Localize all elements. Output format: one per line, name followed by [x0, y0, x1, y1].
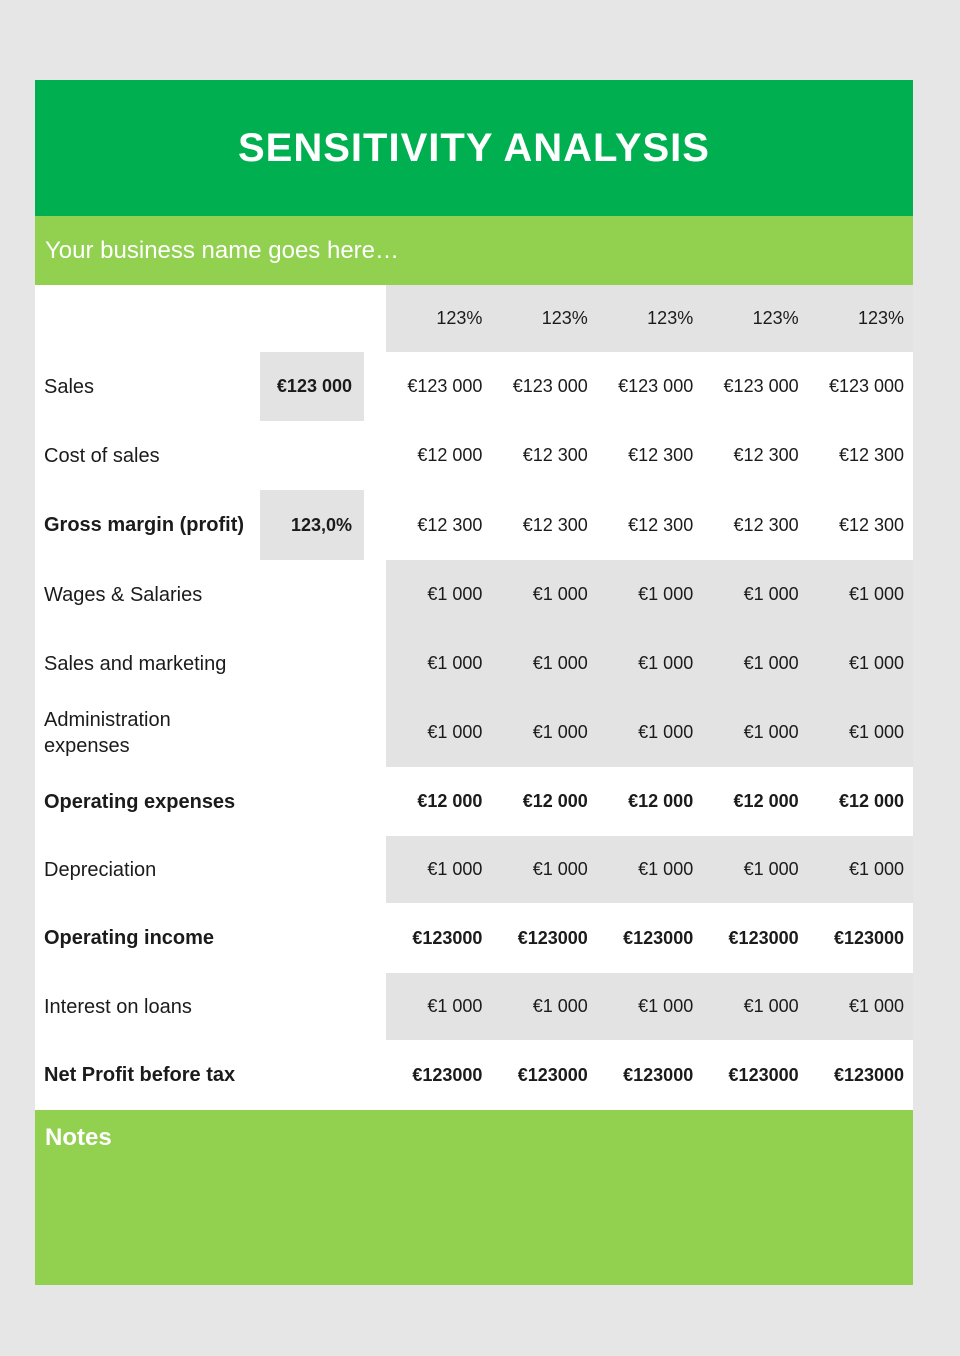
value-cell: €1 000 [848, 653, 905, 673]
row-label: Operating income [44, 927, 215, 949]
value-cell: €1 000 [638, 996, 694, 1016]
data-band [386, 1040, 913, 1110]
row-label-empty [35, 285, 260, 352]
value-cell: €1 000 [427, 722, 483, 742]
value-cell: €123000 [833, 1064, 905, 1085]
value-cell: €123 000 [512, 376, 588, 396]
business-name: Your business name goes here… [45, 236, 399, 264]
notes-label: Notes [45, 1124, 112, 1151]
value-cell: €123000 [517, 927, 588, 948]
table-row-operating-expenses [35, 767, 913, 836]
table-row-operating-income [35, 903, 913, 973]
percent-cell: 123% [647, 308, 694, 328]
value-cell: €123000 [623, 927, 694, 948]
column-gap [364, 490, 386, 560]
row-label: Interest on loans [44, 995, 192, 1018]
value-cell: €12 300 [838, 514, 905, 535]
value-cell: €1 000 [532, 859, 588, 879]
highlight-cell-empty [260, 629, 364, 698]
value-cell: €12 000 [417, 791, 483, 811]
value-cell: €123000 [728, 1064, 799, 1085]
column-gap [364, 421, 386, 490]
highlight-cell: €123 000 [260, 352, 364, 421]
value-cell: €1 000 [743, 653, 799, 673]
value-cell: €123 000 [828, 376, 905, 396]
row-label: Wages & Salaries [44, 583, 203, 606]
value-cell: €1 000 [743, 722, 799, 742]
data-band [386, 973, 913, 1040]
column-gap [364, 629, 386, 698]
value-cell: €1 000 [427, 653, 483, 673]
value-cell: €12 000 [628, 791, 694, 811]
row-label: Operating expenses [44, 790, 236, 813]
row-label: Net Profit before tax [44, 1064, 236, 1086]
notes-band [35, 1110, 913, 1285]
column-gap [364, 352, 386, 421]
highlight-cell-empty [260, 560, 364, 629]
table-row-administration-expenses [35, 698, 913, 767]
value-cell: €1 000 [743, 859, 799, 879]
value-cell: €1 000 [848, 996, 905, 1016]
value-cell: €12 300 [733, 514, 799, 535]
data-band [386, 767, 913, 836]
value-cell: €123000 [623, 1064, 694, 1085]
value-cell: €12 000 [522, 791, 588, 811]
row-label: Cost of sales [44, 444, 160, 467]
percent-cell: 123% [541, 308, 588, 328]
highlight-cell-empty [260, 973, 364, 1040]
column-gap [364, 767, 386, 836]
data-band [386, 421, 913, 490]
percent-cell: 123% [436, 308, 483, 328]
row-label: Gross margin (profit) [44, 514, 245, 536]
value-cell: €12 000 [733, 791, 799, 811]
highlight-cell-empty [260, 698, 364, 767]
data-band [386, 903, 913, 973]
highlight-cell-empty [260, 767, 364, 836]
table-row-sales-marketing [35, 629, 913, 698]
value-cell: €1 000 [638, 584, 694, 604]
column-gap [364, 973, 386, 1040]
value-cell: €1 000 [532, 584, 588, 604]
value-cell: €123000 [412, 1064, 483, 1085]
value-cell: €123000 [728, 927, 799, 948]
value-cell: €123 000 [407, 376, 483, 396]
table-row-interest-on-loans [35, 973, 913, 1040]
percent-cell: 123% [752, 308, 799, 328]
highlight-cell: 123,0% [260, 490, 364, 560]
value-cell: €12 300 [522, 514, 588, 535]
value-cell: €1 000 [532, 722, 588, 742]
table-row-sales [35, 352, 913, 421]
value-cell: €1 000 [427, 859, 483, 879]
value-cell: €123000 [833, 927, 905, 948]
column-gap [364, 836, 386, 903]
value-cell: €12 300 [417, 514, 483, 535]
value-cell: €1 000 [848, 859, 905, 879]
value-cell: €12 000 [838, 791, 905, 811]
value-cell: €123 000 [723, 376, 799, 396]
business-name-band [35, 216, 913, 285]
value-cell: €1 000 [532, 653, 588, 673]
sensitivity-table [35, 285, 913, 1110]
data-band [386, 352, 913, 421]
value-cell: €1 000 [532, 996, 588, 1016]
data-band [386, 698, 913, 767]
column-gap [364, 1040, 386, 1110]
value-cell: €12 300 [838, 445, 905, 465]
highlight-cell-empty [260, 285, 364, 352]
table-row-wages-salaries [35, 560, 913, 629]
value-cell: €12 300 [522, 445, 588, 465]
value-cell: €12 300 [733, 445, 799, 465]
table-row-net-profit-before-tax [35, 1040, 913, 1110]
data-band [386, 836, 913, 903]
row-label: Sales and marketing [44, 652, 227, 675]
value-cell: €1 000 [743, 996, 799, 1016]
value-cell: €123000 [412, 927, 483, 948]
column-gap [364, 698, 386, 767]
table-row-cost-of-sales [35, 421, 913, 490]
value-cell: €1 000 [638, 653, 694, 673]
data-band [386, 560, 913, 629]
data-band [386, 285, 913, 352]
column-gap [364, 560, 386, 629]
template-page [35, 80, 913, 1285]
value-cell: €12 000 [417, 445, 483, 465]
table-row-gross-margin [35, 490, 913, 560]
data-band [386, 629, 913, 698]
highlight-cell-empty [260, 836, 364, 903]
column-gap [364, 285, 386, 352]
data-band [386, 490, 913, 560]
value-cell: €12 300 [628, 445, 694, 465]
value-cell: €123 000 [618, 376, 694, 396]
highlight-cell-empty [260, 421, 364, 490]
value-cell: €1 000 [638, 722, 694, 742]
highlight-cell-empty [260, 1040, 364, 1110]
value-cell: €123000 [517, 1064, 588, 1085]
value-cell: €1 000 [427, 996, 483, 1016]
value-cell: €1 000 [848, 722, 905, 742]
highlight-cell-empty [260, 903, 364, 973]
value-cell: €1 000 [743, 584, 799, 604]
page-title: SENSITIVITY ANALYSIS [238, 125, 710, 170]
row-label: Administration expenses [44, 708, 171, 757]
value-cell: €1 000 [848, 584, 905, 604]
value-cell: €12 300 [628, 514, 694, 535]
row-label: Sales [44, 375, 95, 398]
value-cell: €1 000 [638, 859, 694, 879]
row-label: Depreciation [44, 858, 157, 881]
column-gap [364, 903, 386, 973]
percent-cell: 123% [857, 308, 905, 328]
table-row-percentages [35, 285, 913, 352]
title-band [35, 80, 913, 216]
value-cell: €1 000 [427, 584, 483, 604]
table-row-depreciation [35, 836, 913, 903]
